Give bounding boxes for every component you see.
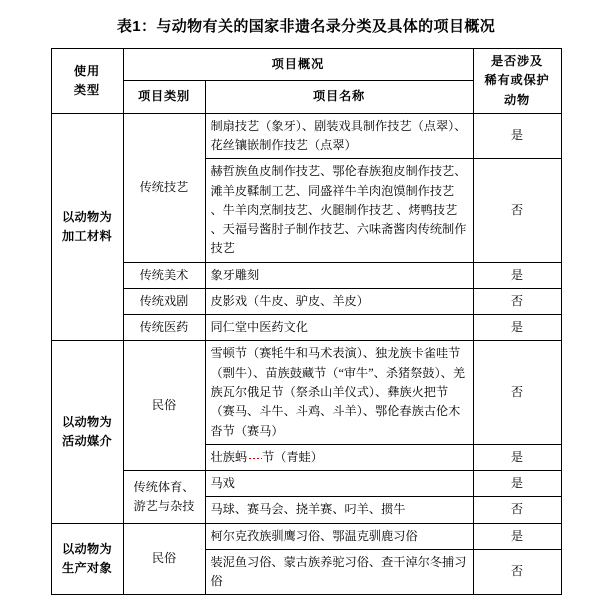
header-use-type-line2: 类型 bbox=[73, 82, 101, 97]
rare-animal-flag: 是 bbox=[473, 471, 561, 497]
table-row bbox=[51, 341, 561, 444]
table-row bbox=[51, 315, 561, 341]
table-row bbox=[51, 288, 561, 314]
project-name: 柯尔克孜族驯鹰习俗、鄂温克驯鹿习俗 bbox=[205, 523, 473, 549]
category-traditional-drama: 传统戏剧 bbox=[123, 288, 205, 314]
project-name: 皮影戏（牛皮、驴皮、羊皮） bbox=[205, 288, 473, 314]
header-overview: 项目概况 bbox=[123, 49, 473, 81]
rare-animal-flag: 是 bbox=[473, 523, 561, 549]
rare-animal-flag: 否 bbox=[473, 288, 561, 314]
heritage-classification-table bbox=[51, 48, 562, 595]
spellcheck-underline bbox=[247, 458, 262, 461]
header-rare-animal bbox=[473, 49, 561, 114]
category-traditional-fine-art: 传统美术 bbox=[123, 262, 205, 288]
project-name: 象牙雕刻 bbox=[205, 262, 473, 288]
category-traditional-sports bbox=[123, 471, 205, 524]
project-name: 马戏 bbox=[205, 471, 473, 497]
project-name: 制扇技艺（象牙）、剧装戏具制作技艺（点翠）、花丝镶嵌制作技艺（点翠） bbox=[205, 113, 473, 159]
table-row bbox=[51, 523, 561, 549]
header-rare-line2: 稀有或保护动物 bbox=[484, 73, 550, 107]
use-type-line1: 以动物为 bbox=[62, 541, 112, 556]
category-line2: 游艺与杂技 bbox=[133, 498, 195, 513]
rare-animal-flag: 否 bbox=[473, 497, 561, 523]
project-name: 赫哲族鱼皮制作技艺、鄂伦春族狍皮制作技艺、滩羊皮鞣制工艺、同盛祥牛羊肉泡馍制作技艺 、牛羊肉烹制技艺、火腿制作技艺 、烤鸭技艺 、天福号酱肘子制作技艺、六味斋酱肉传统制作技艺 bbox=[205, 159, 473, 262]
rare-animal-flag: 是 bbox=[473, 315, 561, 341]
use-type-line2: 加工材料 bbox=[62, 229, 112, 244]
project-name-suffix: 节（青蛙） bbox=[262, 449, 323, 464]
header-use-type bbox=[51, 49, 123, 114]
rare-animal-flag: 否 bbox=[473, 159, 561, 262]
project-name: 装泥鱼习俗、蒙古族养驼习俗、查干淖尔冬捕习俗 bbox=[205, 549, 473, 595]
project-name: 马球、赛马会、挠羊赛、叼羊、掼牛 bbox=[205, 497, 473, 523]
header-category: 项目类别 bbox=[123, 81, 205, 113]
project-name: 同仁堂中医药文化 bbox=[205, 315, 473, 341]
project-name bbox=[205, 444, 473, 470]
category-folklore: 民俗 bbox=[123, 523, 205, 595]
rare-animal-flag: 是 bbox=[473, 262, 561, 288]
use-type-line2: 活动媒介 bbox=[62, 434, 112, 449]
use-type-production-object bbox=[51, 523, 123, 595]
rare-animal-flag: 否 bbox=[473, 341, 561, 444]
category-folklore: 民俗 bbox=[123, 341, 205, 471]
rare-animal-flag: 是 bbox=[473, 113, 561, 159]
category-traditional-craft: 传统技艺 bbox=[123, 113, 205, 262]
header-project-name: 项目名称 bbox=[205, 81, 473, 113]
table-header-row-1 bbox=[51, 49, 561, 81]
project-name: 雪顿节（赛牦牛和马术表演）、独龙族卡雀哇节（剽牛）、苗族鼓藏节（“审牛”、杀猪祭鼓）、羌族瓦尔俄足节（祭杀山羊仪式）、彝族火把节（赛马、斗牛、斗鸡、斗羊）、鄂伦春族古伦木沓节（赛马） bbox=[205, 341, 473, 444]
table-row bbox=[51, 471, 561, 497]
use-type-line1: 以动物为 bbox=[62, 209, 112, 224]
table-row bbox=[51, 262, 561, 288]
use-type-line1: 以动物为 bbox=[62, 414, 112, 429]
page-title: 表1：与动物有关的国家非遗名录分类及具体的项目概况 bbox=[116, 18, 496, 35]
category-traditional-medicine: 传统医药 bbox=[123, 315, 205, 341]
use-type-processing-material bbox=[51, 113, 123, 341]
header-use-type-line1: 使用 bbox=[73, 63, 101, 78]
project-name-prefix: 壮族蚂 bbox=[210, 449, 248, 464]
rare-animal-flag: 是 bbox=[473, 444, 561, 470]
table-row bbox=[51, 113, 561, 159]
header-rare-line1: 是否涉及 bbox=[491, 54, 543, 68]
use-type-activity-medium bbox=[51, 341, 123, 523]
category-line1: 传统体育、 bbox=[133, 479, 195, 494]
use-type-line2: 生产对象 bbox=[62, 560, 112, 575]
rare-animal-flag: 否 bbox=[473, 549, 561, 595]
